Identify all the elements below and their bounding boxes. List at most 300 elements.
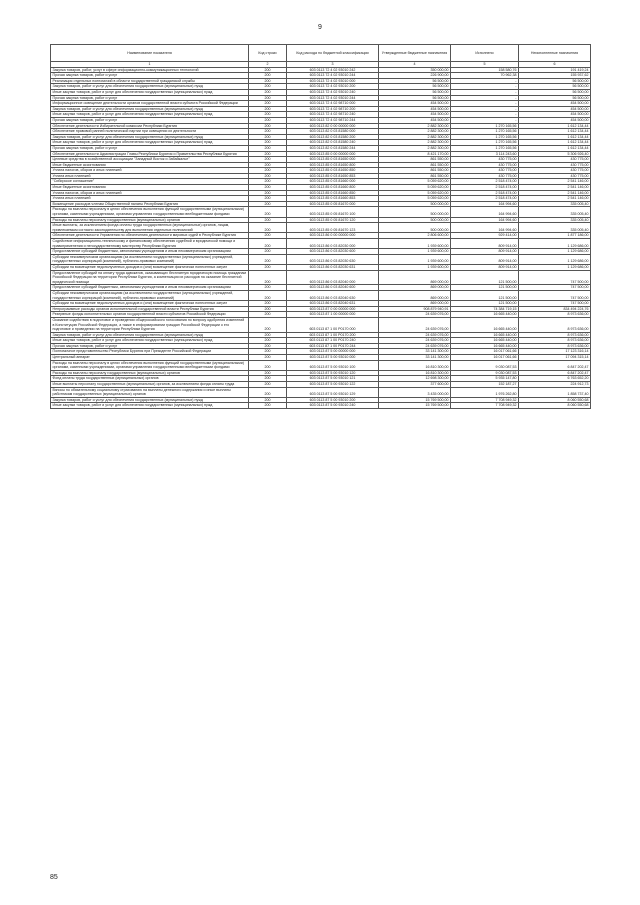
row-name: Закупка товаров, работ и услуг для обеспечения государственных (муниципальных) нужд <box>51 332 249 338</box>
row-kbk: 603 0113 87 1 00 Р0170 240 <box>287 338 379 344</box>
row-kbk: 603 0113 86 0 03 82040 631 <box>287 301 379 307</box>
row-kbk: 603 0113 82 0 03 81580 000 <box>287 129 379 135</box>
row-kbk: 603 0113 87 5 00 93010 100 <box>287 360 379 370</box>
row-name: Закупка товаров, работ и услуг для обеспечения государственных (муниципальных) нужд <box>51 84 249 90</box>
table-row <box>51 382 591 388</box>
row-name: Расходы на выплаты персоналу государственных (муниципальных) органов <box>51 370 249 376</box>
row-code: 200 <box>249 355 287 361</box>
row-code: 200 <box>249 290 287 300</box>
table-row <box>51 387 591 397</box>
row-name: Иные закупки товаров, работ и услуг для обеспечения государственных (муниципальных) нужд <box>51 89 249 95</box>
row-kbk: 603 0113 86 0 03 82030 631 <box>287 264 379 270</box>
table-row <box>51 270 591 285</box>
col-number: 2 <box>249 62 287 68</box>
row-name: Закупка товаров, работ и услуг для обеспечения государственных (муниципальных) нужд <box>51 397 249 403</box>
row-code: 200 <box>249 382 287 388</box>
row-name: Субсидии на возмещение недополученных доходов и (или) возмещение фактически понесенных затрат <box>51 301 249 307</box>
row-done: 2 518 474,00 <box>451 190 519 196</box>
table-row <box>51 134 591 140</box>
row-done: 16 665 440,00 <box>451 343 519 349</box>
row-rest: 8 973 636,00 <box>519 312 591 318</box>
row-name: Предоставление субсидий бюджетным, автономным учреждениям и иным некоммерческим организациям <box>51 285 249 291</box>
row-name: Прочая закупка товаров, работ и услуг <box>51 145 249 151</box>
row-kbk: 603 0113 86 0 03 82030 600 <box>287 249 379 255</box>
row-rest: 56 500,00 <box>519 78 591 84</box>
row-name: Прочая закупка товаров, работ и услуг <box>51 73 249 79</box>
row-rest: 2 541 146,00 <box>519 190 591 196</box>
row-plan: 454 500,00 <box>379 117 451 123</box>
row-plan: 500 000,00 <box>379 201 451 207</box>
row-plan: 24 639 076,00 <box>379 332 451 338</box>
row-rest: 1 612 134,44 <box>519 123 591 129</box>
row-plan: 33 141 300,00 <box>379 349 451 355</box>
row-plan: 24 639 076,00 <box>379 338 451 344</box>
row-plan: 500 000,00 <box>379 217 451 223</box>
row-code: 200 <box>249 317 287 332</box>
table-row <box>51 239 591 249</box>
header-row <box>51 45 591 62</box>
row-kbk: 603 0113 72 4 02 98710 200 <box>287 106 379 112</box>
row-name: Уплата налогов, сборов и иных платежей <box>51 168 249 174</box>
row-plan: 869 000,00 <box>379 301 451 307</box>
row-code: 200 <box>249 207 287 217</box>
row-code: 200 <box>249 349 287 355</box>
row-rest: 8 060 550,68 <box>519 397 591 403</box>
table-body <box>51 67 591 408</box>
row-code: 200 <box>249 285 287 291</box>
row-kbk: 603 0113 87 5 00 00000 000 <box>287 349 379 355</box>
row-rest: 430 775,00 <box>519 168 591 174</box>
table-row <box>51 233 591 239</box>
row-code: 200 <box>249 151 287 157</box>
row-plan: 24 639 076,00 <box>379 317 451 332</box>
row-plan: 2 882 300,00 <box>379 140 451 146</box>
table-row <box>51 403 591 409</box>
page-number: 9 <box>318 24 322 31</box>
row-name: Уплата иных платежей <box>51 173 249 179</box>
row-done: 1 270 165,56 <box>451 134 519 140</box>
row-rest: 747 500,00 <box>519 301 591 307</box>
row-code: 200 <box>249 73 287 79</box>
table-row <box>51 360 591 370</box>
row-plan: 16 810 300,00 <box>379 370 451 376</box>
row-done: 70 962,38 <box>451 73 519 79</box>
row-plan: 15 769 500,00 <box>379 403 451 409</box>
row-done: 121 500,00 <box>451 290 519 300</box>
row-rest: 1 129 686,00 <box>519 254 591 264</box>
row-code: 200 <box>249 264 287 270</box>
row-code: 200 <box>249 370 287 376</box>
row-name: Субсидии некоммерческим организациям (за исключением государственных (муниципальных) учреждений, государственных корпораций (компаний), публично-правовых компаний) <box>51 290 249 300</box>
row-name: Предоставление субсидий бюджетным, автономным учреждениям и иным некоммерческим организациям <box>51 249 249 255</box>
table-row <box>51 397 591 403</box>
row-done: - <box>451 101 519 107</box>
row-name: Непрограммные расходы органов исполнительной государственной власти Республики Бурятия <box>51 306 249 312</box>
row-rest: 224 912,73 <box>519 382 591 388</box>
row-plan: 24 639 076,00 <box>379 312 451 318</box>
row-plan: 454 500,00 <box>379 106 451 112</box>
table-row <box>51 151 591 157</box>
row-kbk: 603 0113 72 4 02 93010 242 <box>287 67 379 73</box>
row-rest: 747 500,00 <box>519 270 591 285</box>
row-kbk: 603 0113 87 5 00 93010 129 <box>287 387 379 397</box>
row-name: Расходы на выплаты персоналу государственных (муниципальных) органов <box>51 217 249 223</box>
row-code: 200 <box>249 343 287 349</box>
row-name: Иные выплаты персоналу государственных (муниципальных) органов, за исключением фонда оплаты труда <box>51 382 249 388</box>
row-name: Иные закупки товаров, работ и услуг для обеспечения государственных (муниципальных) нужд <box>51 140 249 146</box>
table-row <box>51 201 591 207</box>
row-rest: 1 612 134,44 <box>519 145 591 151</box>
row-done: 1 270 165,56 <box>451 129 519 135</box>
table-row <box>51 285 591 291</box>
row-rest: 1 612 134,44 <box>519 140 591 146</box>
row-code: 200 <box>249 254 287 264</box>
table-row <box>51 338 591 344</box>
row-plan: 350 000,00 <box>379 67 451 73</box>
row-plan: 2 882 300,00 <box>379 123 451 129</box>
row-rest: 8 973 636,00 <box>519 317 591 332</box>
table-row <box>51 217 591 223</box>
row-name: Обеспечение деятельности Управления по обеспечению деятельности мировых судей в Республике Бурятия <box>51 233 249 239</box>
row-kbk: 603 0113 85 0 03 81660 800 <box>287 185 379 191</box>
row-done: 164 994,60 <box>451 223 519 233</box>
table-row <box>51 249 591 255</box>
row-kbk: 603 0113 87 1 00 Р0170 200 <box>287 332 379 338</box>
row-kbk: 603 0113 72 4 02 93010 200 <box>287 84 379 90</box>
row-plan: 5 059 620,00 <box>379 190 451 196</box>
row-name: Обеспечение деятельности Избирательной комиссии Республики Бурятия <box>51 123 249 129</box>
col-number: 6 <box>519 62 591 68</box>
row-rest: 8 060 550,68 <box>519 403 591 409</box>
row-kbk: 603 0113 87 5 00 93010 240 <box>287 403 379 409</box>
row-plan: 5 059 620,00 <box>379 196 451 202</box>
row-done: 74 384 719,15 <box>451 306 519 312</box>
row-plan: 33 141 300,00 <box>379 355 451 361</box>
row-rest: 834 494 224,76 <box>519 306 591 312</box>
row-rest: 6 763 652,20 <box>519 376 591 382</box>
row-code: 200 <box>249 249 287 255</box>
row-name: Иные выплаты, за исключением фонда оплаты труда государственных (муниципальных) органов, лицам, привлекаемым согласно законодательству для выполнения отдельных полномочий <box>51 223 249 233</box>
row-done: 121 500,00 <box>451 285 519 291</box>
row-rest: 56 500,00 <box>519 95 591 101</box>
table-row <box>51 67 591 73</box>
row-rest: 430 775,00 <box>519 157 591 163</box>
row-plan: 454 500,00 <box>379 112 451 118</box>
col-number: 1 <box>51 62 249 68</box>
row-code: 200 <box>249 162 287 168</box>
row-rest: 454 500,00 <box>519 106 591 112</box>
row-name: Взносы по обязательному социальному страхованию на выплаты денежного содержания и иные выплаты работникам государственных (муниципальных) органов <box>51 387 249 397</box>
row-done: 3 114 243,60 <box>451 151 519 157</box>
row-plan: 3 435 000,00 <box>379 387 451 397</box>
row-done: 809 914,00 <box>451 239 519 249</box>
row-kbk: 603 0113 85 0 05 81670 120 <box>287 217 379 223</box>
row-code: 200 <box>249 140 287 146</box>
row-kbk: 603 0113 85 0 03 81650 853 <box>287 173 379 179</box>
row-kbk: 603 0113 85 0 05 81670 100 <box>287 207 379 217</box>
row-rest: 56 500,00 <box>519 89 591 95</box>
row-plan: 5 059 620,00 <box>379 179 451 185</box>
row-rest: 2 541 146,00 <box>519 196 591 202</box>
row-done: 430 775,00 <box>451 173 519 179</box>
row-kbk: 603 0113 85 0 03 81660 850 <box>287 190 379 196</box>
table-row <box>51 157 591 163</box>
row-kbk: 603 0113 72 4 02 93010 244 <box>287 95 379 101</box>
table-row <box>51 140 591 146</box>
row-plan: 56 500,00 <box>379 95 451 101</box>
header-name: Наименование показателя <box>51 45 249 62</box>
row-kbk: 603 0113 86 0 03 82040 630 <box>287 290 379 300</box>
row-code: 200 <box>249 78 287 84</box>
table-row <box>51 290 591 300</box>
row-code: 200 <box>249 239 287 249</box>
row-name: Закупка товаров, работ, услуг в сфере информационно-коммуникационных технологий <box>51 67 249 73</box>
row-done: 5 935 147,80 <box>451 376 519 382</box>
row-kbk: 603 0113 72 4 02 98710 240 <box>287 112 379 118</box>
row-name: Иные бюджетные ассигнования <box>51 162 249 168</box>
row-code: 200 <box>249 134 287 140</box>
row-plan: 1 939 600,00 <box>379 249 451 255</box>
row-code: 200 <box>249 387 287 397</box>
table-row <box>51 317 591 332</box>
row-name: Реализация отдельных полномочий в области государственной гражданской службы <box>51 78 249 84</box>
row-code: 200 <box>249 217 287 223</box>
row-done: - <box>451 112 519 118</box>
row-plan: 861 550,00 <box>379 162 451 168</box>
row-done: 16 665 440,00 <box>451 312 519 318</box>
row-kbk: 603 0113 87 1 00 Р0170 000 <box>287 317 379 332</box>
row-kbk: 603 0113 87 1 00 00000 000 <box>287 312 379 318</box>
row-code: 200 <box>249 397 287 403</box>
row-plan: 500 000,00 <box>379 223 451 233</box>
row-name: Уплата иных платежей <box>51 196 249 202</box>
row-plan: 8 421 170,00 <box>379 151 451 157</box>
row-plan: 454 500,00 <box>379 101 451 107</box>
row-done: 1 270 165,56 <box>451 123 519 129</box>
row-done: 9 030 087,53 <box>451 360 519 370</box>
row-plan: 869 000,00 <box>379 290 451 300</box>
table-row <box>51 264 591 270</box>
row-done: 809 914,00 <box>451 254 519 264</box>
row-rest: 155 937,62 <box>519 73 591 79</box>
footer-number: 85 <box>50 874 58 881</box>
row-plan: 1 939 600,00 <box>379 239 451 249</box>
row-done: 430 775,00 <box>451 168 519 174</box>
row-name: Обеспечение деятельности Администрации Главы Республики Бурятия и Правительства Республики Бурятия <box>51 151 249 157</box>
row-code: 200 <box>249 84 287 90</box>
col-number: 3 <box>287 62 379 68</box>
row-done: 164 994,60 <box>451 201 519 207</box>
row-rest: 1 129 686,00 <box>519 239 591 249</box>
row-plan: 1 939 600,00 <box>379 254 451 264</box>
row-kbk: 603 0113 82 0 03 81580 200 <box>287 134 379 140</box>
row-rest: 430 775,00 <box>519 162 591 168</box>
row-plan: 56 500,00 <box>379 84 451 90</box>
row-rest: 2 541 146,00 <box>519 179 591 185</box>
row-code: 200 <box>249 233 287 239</box>
row-name: Оказание содействия в подготовке и проведении общероссийского голосования по вопросу одобрения изменений в Конституцию Российской Федерации, а также в информировании граждан Российской Федерации о его подготовке и проведении на территории Республики Бурятия <box>51 317 249 332</box>
row-code: 200 <box>249 101 287 107</box>
row-kbk: 603 0113 85 0 05 81670 123 <box>287 223 379 233</box>
row-name: Фонд оплаты труда государственных (муниципальных) органов <box>51 376 249 382</box>
row-code: 200 <box>249 185 287 191</box>
row-rest: 6 847 202,47 <box>519 370 591 376</box>
row-plan: 861 550,00 <box>379 173 451 179</box>
table-row <box>51 349 591 355</box>
row-plan: 500 000,00 <box>379 207 451 217</box>
row-rest: 335 005,40 <box>519 223 591 233</box>
row-name: Закупка товаров, работ и услуг для обеспечения государственных (муниципальных) нужд <box>51 106 249 112</box>
row-kbk: 603 0113 87 5 00 93010 120 <box>287 370 379 376</box>
row-code: 200 <box>249 360 287 370</box>
row-rest: 747 500,00 <box>519 285 591 291</box>
row-done: 2 518 474,00 <box>451 179 519 185</box>
row-name: Целевые средства в хозяйственной ассоциации "Западный Восток и Забайкалье" <box>51 157 249 163</box>
row-done: 7 708 949,32 <box>451 397 519 403</box>
row-kbk: 603 0113 86 0 03 82040 600 <box>287 285 379 291</box>
row-plan: 226 900,00 <box>379 73 451 79</box>
row-rest: 454 500,00 <box>519 112 591 118</box>
row-plan: 2 882 300,00 <box>379 129 451 135</box>
row-rest: 6 847 202,47 <box>519 360 591 370</box>
row-name: Прочая закупка товаров, работ и услуг <box>51 117 249 123</box>
table-row <box>51 332 591 338</box>
table-row <box>51 306 591 312</box>
row-code: 200 <box>249 123 287 129</box>
header-code: Код строки <box>249 45 287 62</box>
row-done: 16 017 061,66 <box>451 349 519 355</box>
row-plan: 908 879 940,91 <box>379 306 451 312</box>
row-rest: 335 005,40 <box>519 201 591 207</box>
row-done: 16 017 061,66 <box>451 355 519 361</box>
row-done: 1 270 165,56 <box>451 140 519 146</box>
row-kbk: 603 0113 86 0 00 00000 000 <box>287 233 379 239</box>
header-plan: Утвержденные бюджетные назначения <box>379 45 451 62</box>
row-code: 200 <box>249 306 287 312</box>
row-kbk: 603 0113 87 5 00 93010 200 <box>287 397 379 403</box>
row-done: 16 665 440,00 <box>451 317 519 332</box>
row-done: 9 030 087,53 <box>451 370 519 376</box>
row-rest: 335 005,40 <box>519 217 591 223</box>
row-kbk: 603 0113 86 0 03 82040 000 <box>287 270 379 285</box>
row-plan: 56 500,00 <box>379 78 451 84</box>
row-code: 200 <box>249 196 287 202</box>
row-name: Иные закупки товаров, работ и услуг для обеспечения государственных (муниципальных) нужд <box>51 112 249 118</box>
row-rest: 1 129 686,00 <box>519 264 591 270</box>
row-plan: 861 550,00 <box>379 157 451 163</box>
row-code: 200 <box>249 376 287 382</box>
row-kbk: 603 0113 85 0 03 81660 000 <box>287 179 379 185</box>
row-kbk: 603 0113 72 4 02 98710 000 <box>287 101 379 107</box>
row-plan: 2 806 600,00 <box>379 233 451 239</box>
row-rest: 1 612 134,44 <box>519 129 591 135</box>
row-name: Закупка товаров, работ и услуг для обеспечения государственных (муниципальных) нужд <box>51 134 249 140</box>
row-done: - <box>451 117 519 123</box>
row-done: 2 518 474,00 <box>451 196 519 202</box>
row-plan: 16 810 300,00 <box>379 360 451 370</box>
row-rest: 1 877 186,00 <box>519 233 591 239</box>
row-plan: 869 000,00 <box>379 270 451 285</box>
row-done: 16 665 440,00 <box>451 332 519 338</box>
row-done: 809 914,00 <box>451 249 519 255</box>
row-done: 158 580,76 <box>451 67 519 73</box>
row-code: 200 <box>249 301 287 307</box>
row-plan: 861 550,00 <box>379 168 451 174</box>
row-code: 200 <box>249 112 287 118</box>
row-name: Расходы на выплаты персоналу в целях обеспечения выполнения функций государственными (муниципальными) органами, казенными учреждениями, органами управления государственными внебюджетными фондами <box>51 207 249 217</box>
row-code: 200 <box>249 106 287 112</box>
row-done: 16 665 440,00 <box>451 338 519 344</box>
row-kbk: 603 0113 85 0 00 00000 000 <box>287 151 379 157</box>
row-name: Резервные фонды исполнительных органов государственной власти субъектов Российской Федерации <box>51 312 249 318</box>
row-name: Предоставление субсидий на оплату труда адвокатов, оказывающих бесплатную юридическую помощь гражданам Российской Федерации на территории Республики Бурятия, а компенсация их расходов на оказание бесплатной юридической помощи <box>51 270 249 285</box>
row-code: 200 <box>249 95 287 101</box>
row-done: 152 187,27 <box>451 382 519 388</box>
row-name: Прочая закупка товаров, работ и услуг <box>51 95 249 101</box>
row-rest: 8 973 636,00 <box>519 338 591 344</box>
row-kbk: 603 0113 85 0 03 81650 800 <box>287 162 379 168</box>
col-number: 4 <box>379 62 451 68</box>
row-code: 200 <box>249 89 287 95</box>
row-rest: 8 973 636,00 <box>519 332 591 338</box>
row-name: Информационное освещение деятельности органов государственной власти субъекта Российской Федерации <box>51 101 249 107</box>
row-rest: 5 306 926,40 <box>519 151 591 157</box>
row-name: Центральный аппарат <box>51 355 249 361</box>
row-rest: 8 973 636,00 <box>519 343 591 349</box>
row-done: 164 994,60 <box>451 217 519 223</box>
row-name: Возмещение расходов членам Общественной палаты Республики Бурятия <box>51 201 249 207</box>
row-plan: 2 882 300,00 <box>379 145 451 151</box>
row-kbk: 603 0113 87 1 00 Р0170 244 <box>287 343 379 349</box>
row-code: 200 <box>249 332 287 338</box>
col-number: 5 <box>451 62 519 68</box>
row-plan: 5 059 620,00 <box>379 185 451 191</box>
table-row <box>51 123 591 129</box>
row-name: Полномочное представительство Республики Бурятия при Президенте Российской Федерации <box>51 349 249 355</box>
row-done: 7 708 949,32 <box>451 403 519 409</box>
row-kbk: 603 0113 86 0 03 82030 000 <box>287 239 379 249</box>
row-rest: 17 094 315,14 <box>519 355 591 361</box>
row-kbk: 603 0113 86 0 03 82030 630 <box>287 254 379 264</box>
row-rest: 2 541 146,00 <box>519 185 591 191</box>
row-done: 121 500,00 <box>451 301 519 307</box>
row-rest: 747 500,00 <box>519 290 591 300</box>
row-plan: 869 000,00 <box>379 285 451 291</box>
row-rest: 454 500,00 <box>519 101 591 107</box>
table-row <box>51 301 591 307</box>
row-kbk: 603 0113 85 0 03 81650 000 <box>287 157 379 163</box>
row-code: 200 <box>249 129 287 135</box>
row-name: Содействие информационно-техническому и финансовому обеспечению судебной и юридической помощи и правоприменения и негосударственному мастерству Республики Бурятия <box>51 239 249 249</box>
row-kbk: 603 0113 87 5 00 93010 000 <box>287 355 379 361</box>
row-kbk: 603 0113 85 0 03 81650 850 <box>287 168 379 174</box>
row-kbk: 603 0113 87 5 00 93010 122 <box>287 382 379 388</box>
row-rest: 191 419,24 <box>519 67 591 73</box>
row-kbk: 603 0113 72 4 02 98710 244 <box>287 117 379 123</box>
row-plan: 24 639 076,00 <box>379 343 451 349</box>
row-done: 121 500,00 <box>451 270 519 285</box>
row-rest: 56 500,00 <box>519 84 591 90</box>
header-rest: Неисполненные назначения <box>519 45 591 62</box>
row-done: 1 270 165,56 <box>451 145 519 151</box>
row-code: 200 <box>249 201 287 207</box>
row-done: 164 994,60 <box>451 207 519 217</box>
table-row <box>51 129 591 135</box>
row-rest: 1 129 686,00 <box>519 249 591 255</box>
row-plan: 56 500,00 <box>379 89 451 95</box>
row-plan: 377 600,00 <box>379 382 451 388</box>
row-rest: 17 123 316,14 <box>519 349 591 355</box>
